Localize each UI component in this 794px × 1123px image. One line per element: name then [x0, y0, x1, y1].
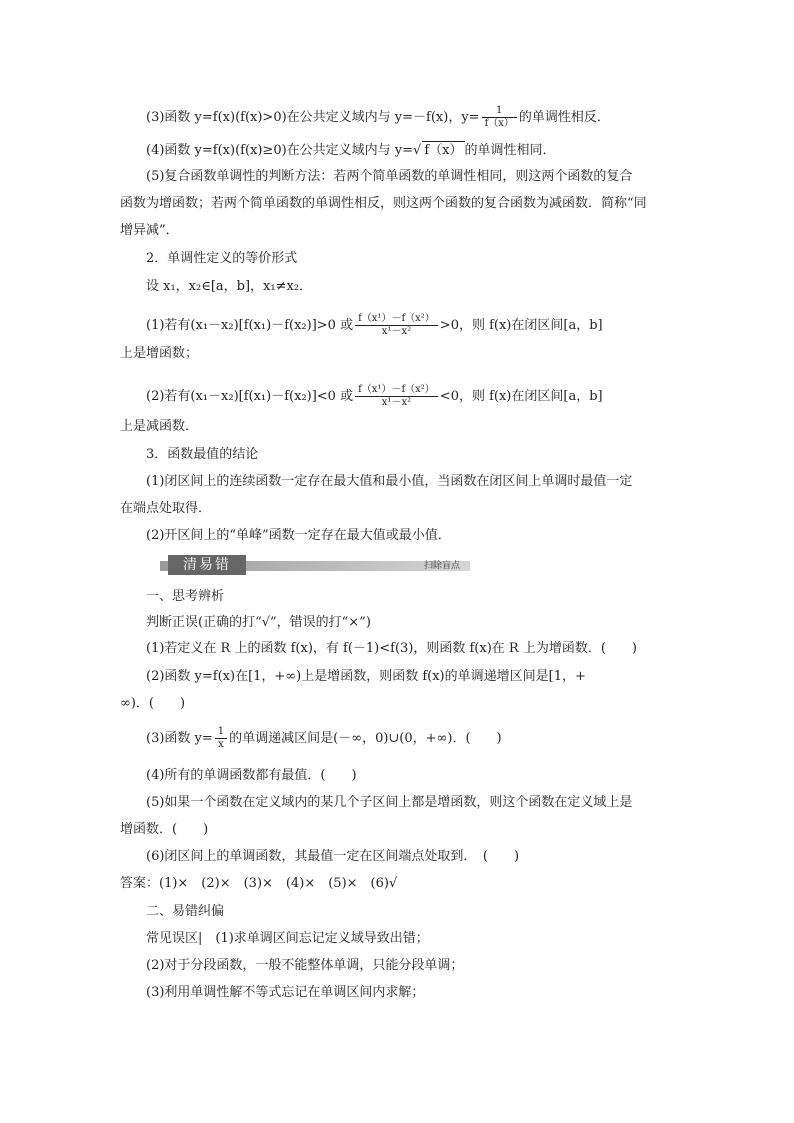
answer-line: 答案：(1)× (2)× (3)× (4)× (5)× (6)√	[120, 876, 398, 891]
fraction: $\frac{\text{f（x¹）－f（x²）}}{\text{x¹－x²}}$	[355, 384, 438, 409]
item-3: (3)函数 y=f(x)(f(x)>0)在公共定义域内与 y=－f(x)，y= $\frac{1}{f(x)}$ 的单调性相反．	[146, 105, 610, 129]
extremum-2: (2)开区间上的“单峰”函数一定存在最大值或最小值．	[146, 528, 451, 543]
set-line: 设 x₁，x₂∈[a，b]，x₁≠x₂．	[146, 279, 313, 294]
pitfall-line-3: (3)利用单调性解不等式忘记在单调区间内求解；	[146, 985, 425, 1000]
question-6: (6)闭区间上的单调函数，其最值一定在区间端点处取到． ( )	[146, 849, 520, 864]
section-banner	[160, 555, 470, 575]
sqrt-sign: √	[413, 143, 422, 158]
question-5-line-1: (5)如果一个函数在定义域内的某几个子区间上都是增函数，则这个函数在定义域上是	[146, 795, 633, 810]
definition-2: (2)若有(x₁－x₂)[f(x₁)－f(x₂)]<0 或 $\frac{\text{f（x¹）－f（x²）}}{\text{x¹－x²}}$ <0，则 f(x)在闭区间[a，b]	[146, 384, 603, 408]
section-heading-3: 3．函数最值的结论	[146, 447, 259, 462]
section-1-heading: 一、思考辨析	[146, 589, 225, 604]
instruction: 判断正误(正确的打“√”，错误的打“×”)	[146, 615, 371, 630]
question-2-line-2: ∞)．( )	[120, 696, 186, 711]
question-2-line-1: (2)函数 y=f(x)在[1，+∞)上是增函数，则函数 f(x)的单调递增区间是[1，+	[146, 669, 586, 684]
definition-1-line-2: 上是增函数；	[120, 346, 199, 361]
fraction: $\frac{\text{f（x¹）－f（x²）}}{\text{x¹－x²}}$	[355, 313, 438, 338]
item-5-line-3: 增异减”．	[120, 223, 179, 238]
section-2-heading: 二、易错纠偏	[146, 904, 225, 919]
question-3: (3)函数 y= $\frac{1}{x}$ 的单调递减区间是(－∞，0)∪(0，+∞)．( )	[146, 726, 502, 750]
item-4: (4)函数 y=f(x)(f(x)≥0)在公共定义域内与 y=√ f（x） 的单调性相同．	[146, 143, 556, 158]
banner-title: 清易错	[168, 555, 246, 575]
question-1: (1)若定义在 R 上的函数 f(x)，有 f(－1)<f(3)，则函数 f(x)在 R 上为增函数．( )	[146, 641, 637, 656]
fraction: $\frac{1}{x}$	[215, 726, 227, 751]
section-heading-2: 2．单调性定义的等价形式	[146, 251, 298, 266]
definition-1: (1)若有(x₁－x₂)[f(x₁)－f(x₂)]>0 或 $\frac{\text{f（x¹）－f（x²）}}{\text{x¹－x²}}$ >0，则 f(x)在闭区间[a，b]	[146, 313, 603, 337]
item-5-line-2: 函数为增函数；若两个简单函数的单调性相反，则这两个函数的复合函数为减函数．简称“同	[120, 196, 647, 211]
pitfall-line-2: (2)对于分段函数，一般不能整体单调，只能分段单调；	[146, 958, 464, 973]
fraction: $\frac{1}{f(x)}$	[482, 105, 517, 130]
extremum-1-line-2: 在端点处取得．	[120, 501, 212, 516]
pitfall-line-1: 常见误区| (1)求单调区间忘记定义域导致出错；	[146, 931, 429, 946]
question-5-line-2: 增函数．( )	[120, 822, 209, 837]
extremum-1-line-1: (1)闭区间上的连续函数一定存在最大值和最小值，当函数在闭区间上单调时最值一定	[146, 474, 633, 489]
question-4: (4)所有的单调函数都有最值．( )	[146, 768, 357, 783]
banner-tag: 扫除盲点	[423, 561, 460, 571]
definition-2-line-2: 上是减函数．	[120, 419, 199, 434]
item-5-line-1: (5)复合函数单调性的判断方法：若两个简单函数的单调性相同，则这两个函数的复合	[146, 169, 633, 184]
